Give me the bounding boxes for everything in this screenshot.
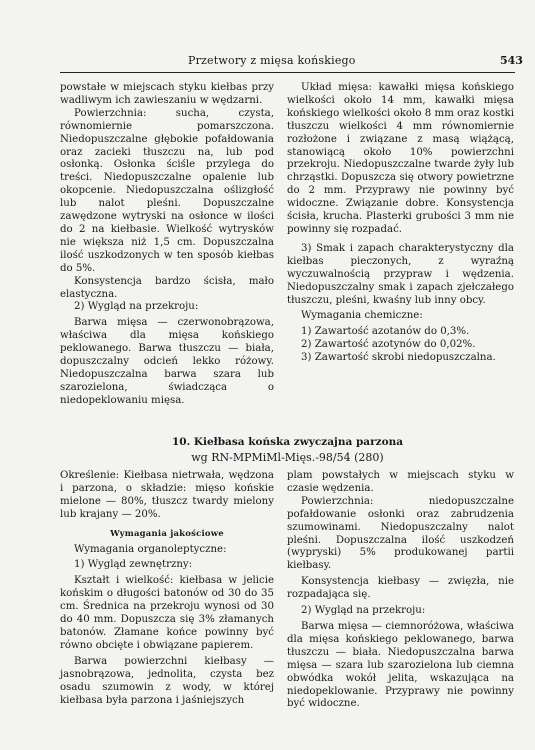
paragraph: plam powstałych w miejscach styku w czasie wędzenia. <box>287 470 514 494</box>
paragraph: Barwa powierzchni kiełbasy — jasnobrązowa, jednolita, czysta bez osadu szumowin z wody, w której kiełbasa była parzona i jaśniejszych <box>60 655 274 706</box>
paragraph: Układ mięsa: kawałki mięsa końskiego wielkości około 14 mm, kawałki mięsa końskiego wielkości około 8 mm oraz kostki tłuszczu wielkości 4 mm równomiernie rozłożone i związane z masą wiążącą, stanowiącą około 10% powierzchni przekroju. Niedopuszczalne twarde żyły lub chrząstki. Dopuszcza się otwory powietrzne do 2 mm. Przyprawy nie powinny być widoczne. Związanie dobre. Konsystencja ścisła, krucha. Plasterki grubości 3 mm nie powinny się rozpadać. <box>287 82 514 235</box>
paragraph: Barwa mięsa — czerwonobrązowa, właściwa dla mięsa końskiego peklowanego. Barwa tłuszczu — biała, dopuszczalny odcień lekko różowy. Niedopuszczalna barwa szara lub szarozielona, świadcząca o niedopeklowaniu mięsa. <box>60 317 274 406</box>
paragraph: Konsystencja bardzo ścisła, mało elastyczna. <box>60 275 274 300</box>
column-bottom-right <box>287 470 514 711</box>
paragraph: Kształt i wielkość: kiełbasa w jelicie końskim o długości batonów od 30 do 35 cm. Średnica na przekroju wynosi od 30 do 40 mm. Dopuszcza się 3% złamanych batonów. Złamane końce powinny być równo obcięte i obwiązane papierem. <box>60 575 274 651</box>
column-top-right <box>287 82 514 365</box>
subheading: 1) Wygląd zewnętrzny: <box>74 559 193 571</box>
list-item: 2) Zawartość azotynów do 0,02%. <box>301 339 476 351</box>
section-standard: wg RN-MPMiMl-Mięs.-98/54 (280) <box>191 451 384 464</box>
running-header-title: Przetwory z mięsa końskiego <box>188 54 356 67</box>
list-item: 3) Zawartość skrobi niedopuszczalna. <box>301 352 496 364</box>
subheading: Wymagania chemiczne: <box>301 310 423 322</box>
paragraph: Konsystencja kiełbasy — zwięzła, nie rozpadająca się. <box>287 576 514 601</box>
header-rule <box>60 72 515 73</box>
paragraph: Określenie: Kiełbasa nietrwała, wędzona i parzona, o składzie: mięso końskie mielone — 80%, tłuszcz twardy mielony lub krajany — 20%. <box>60 470 274 520</box>
column-top-left <box>60 82 274 408</box>
column-bottom-left <box>60 470 274 707</box>
paragraph: 3) Smak i zapach charakterystyczny dla kiełbas pieczonych, z wyraźną wyczuwalnością przypraw i wędzenia. Niedopuszczalny smak i zapach zjełczałego tłuszczu, pleśni, kwaśny lub inny obcy. <box>287 242 514 306</box>
subheading: 2) Wygląd na przekroju: <box>74 301 199 313</box>
subheading: Wymagania organoleptyczne: <box>74 543 227 555</box>
list-item: 1) Zawartość azotanów do 0,3%. <box>301 326 470 338</box>
paragraph: powstałe w miejscach styku kiełbas przy wadliwym ich zawieszaniu w wędzarni. <box>60 82 274 106</box>
subsection-heading: Wymagania jakościowe <box>110 528 224 539</box>
paragraph: Powierzchnia: niedopuszczalne pofałdowanie osłonki oraz zabrudzenia szumowinami. Niedopuszczalny nalot pleśni. Dopuszczalna ilość uszkodzeń (wypryski) 5% produkowanej partii kiełbasy. <box>287 495 514 572</box>
subheading: 2) Wygląd na przekroju: <box>301 605 426 617</box>
section-title: 10. Kiełbasa końska zwyczajna parzona <box>171 436 404 448</box>
paragraph: Powierzchnia: sucha, czysta, równomiernie pomarszczona. Niedopuszczalne głębokie pofałdowania oraz zacieki tłuszczu na, lub pod osłonką. Osłonka ściśle przylega do treści. Niedopuszczalne opalenie lub okopcenie. Niedopuszczalna oślizgłość lub nalot pleśni. Dopuszczalne zawędzone wytryski na osłonce w ilości do 2 na kiełbasie. Wielkość wytrysków nie większa niż 1,5 cm. Dopuszczalna ilość uszkodzonych w ten sposób kiełbas do 5%. <box>60 107 274 274</box>
page-number: 543 <box>500 54 523 67</box>
paragraph: Barwa mięsa — ciemnoróżowa, właściwa dla mięsa końskiego peklowanego, barwa tłuszczu — biała. Niedopuszczalna barwa mięsa — szara lub szarozielona lub ciemna obwódka wokół jelita, wskazująca na niedopeklowanie. Przyprawy nie powinny być widoczne. <box>287 620 514 710</box>
